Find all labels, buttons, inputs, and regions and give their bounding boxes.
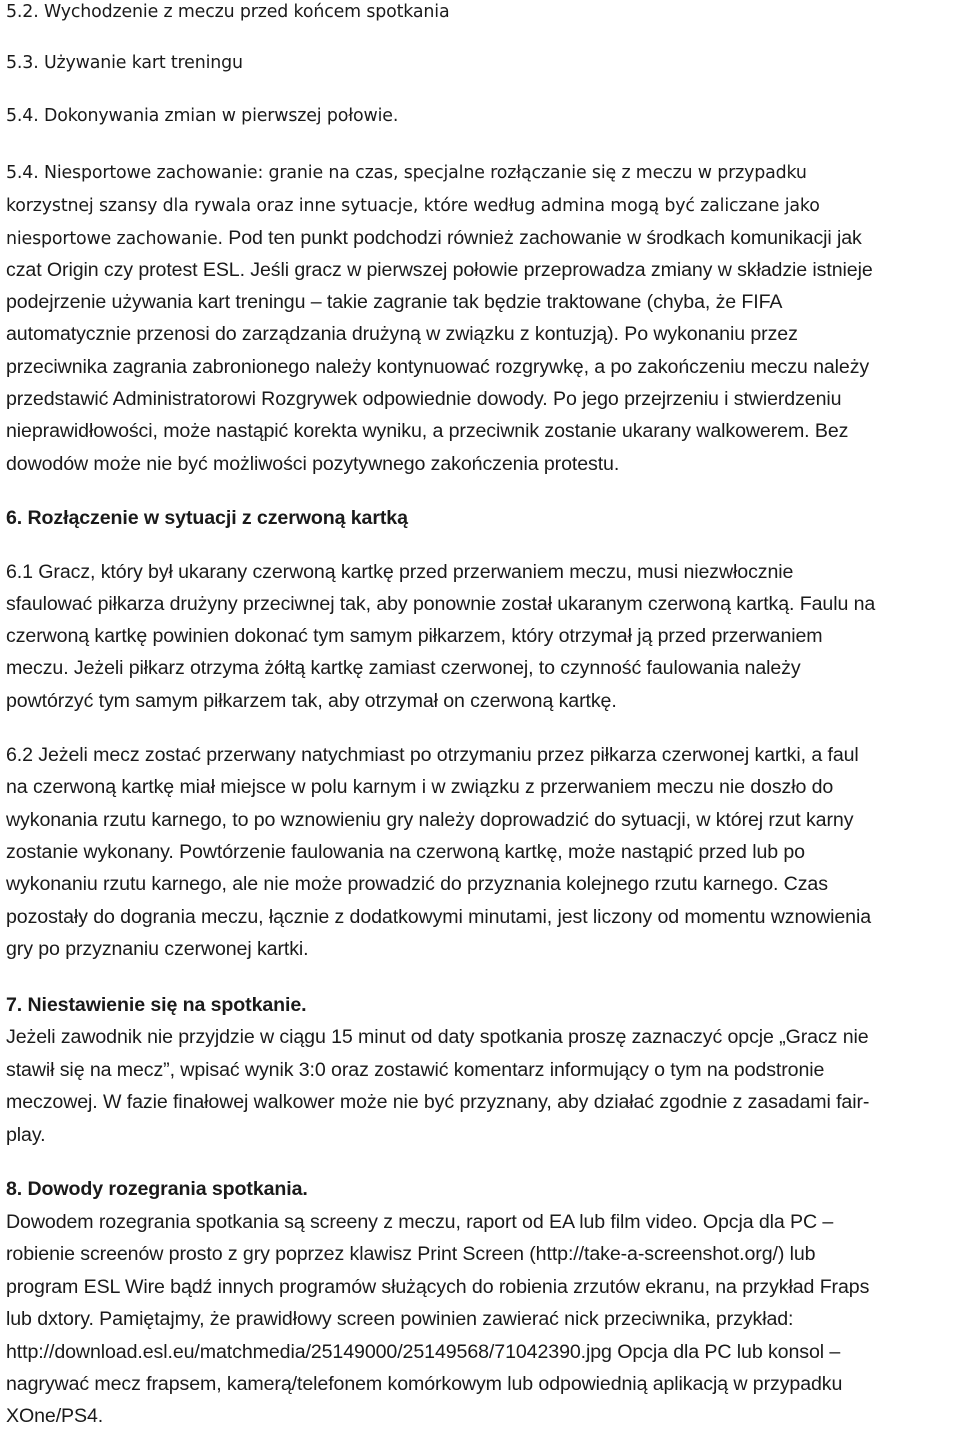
paragraph-line: czerwoną kartkę powinien dokonać tym samym piłkarzem, który otrzymał ją przed przerwaniem xyxy=(6,625,823,647)
paragraph-line: robienie screenów prosto z gry poprzez klawisz Print Screen (http://take-a-screenshot.org/) lub xyxy=(6,1243,816,1265)
paragraph-line: play. xyxy=(6,1124,46,1146)
paragraph-line: lub dxtory. Pamiętajmy, że prawidłowy screen powinien zawierać nick przeciwnika, przykład: xyxy=(6,1308,794,1330)
paragraph-line: dowodów może nie być możliwości pozytywnego zakończenia protestu. xyxy=(6,453,620,475)
toc-item: 5.2. Wychodzenie z meczu przed końcem spotkania xyxy=(6,2,450,22)
paragraph-line: zostanie wykonany. Powtórzenie faulowania na czerwoną kartkę, może nastąpić przed lub po xyxy=(6,841,805,863)
section-heading: 7. Niestawienie się na spotkanie. xyxy=(6,994,307,1016)
paragraph-line: przedstawić Administratorowi Rozgrywek odpowiednie dowody. Po jego przejrzeniu i stwierdzeniu xyxy=(6,388,842,410)
paragraph-line: 6.1 Gracz, który był ukarany czerwoną kartkę przed przerwaniem meczu, musi niezwłocznie xyxy=(6,561,794,583)
paragraph-line: korzystnej szansy dla rywala oraz inne sytuacje, które według admina mogą być zaliczane jako xyxy=(6,196,820,216)
paragraph-line: wykonaniu rzutu karnego, ale nie może prowadzić do przyznania kolejnego rzutu karnego. Czas xyxy=(6,873,828,895)
toc-item: 5.4. Dokonywania zmian w pierwszej połowie. xyxy=(6,106,399,126)
paragraph-line: niesportowe zachowanie. Pod ten punkt podchodzi również zachowanie w środkach komunikacji jak xyxy=(6,227,862,249)
paragraph-line: wykonania rzutu karnego, to po wznowieniu gry należy doprowadzić do sytuacji, w której rzut karny xyxy=(6,809,854,831)
paragraph-line: stawił się na mecz”, wpisać wynik 3:0 oraz zostawić komentarz informujący o tym na podstronie xyxy=(6,1059,825,1081)
paragraph-line: powtórzyć tym samym piłkarzem tak, aby otrzymał on czerwoną kartkę. xyxy=(6,690,617,712)
paragraph-line: podejrzenie używania kart treningu – takie zagranie tak będzie traktowane (chyba, że FIFA xyxy=(6,291,783,313)
section-heading: 8. Dowody rozegrania spotkania. xyxy=(6,1178,308,1200)
paragraph-line: Dowodem rozegrania spotkania są screeny z meczu, raport od EA lub film video. Opcja dla PC – xyxy=(6,1211,834,1233)
paragraph-line: nagrywać mecz frapsem, kamerą/telefonem komórkowym lub odpowiednią aplikacją w przypadku xyxy=(6,1373,843,1395)
paragraph-line: http://download.esl.eu/matchmedia/25149000/25149568/71042390.jpg Opcja dla PC lub konsol – xyxy=(6,1341,841,1363)
paragraph-line: program ESL Wire bądź innych programów służących do robienia zrzutów ekranu, na przykład Fraps xyxy=(6,1276,870,1298)
paragraph-line: meczu. Jeżeli piłkarz otrzyma żółtą kartkę zamiast czerwonej, to czynność faulowania należy xyxy=(6,657,801,679)
paragraph-line: na czerwoną kartkę miał miejsce w polu karnym i w związku z przerwaniem meczu nie doszło do xyxy=(6,776,834,798)
paragraph-line: nieprawidłowości, może nastąpić korekta wyniku, a przeciwnik zostanie ukarany walkowerem. Bez xyxy=(6,420,849,442)
paragraph-line: przeciwnika zagrania zabronionego należy kontynuować rozgrywkę, a po zakończeniu meczu należy xyxy=(6,356,870,378)
paragraph-line: automatycznie przenosi do zarządzania drużyną w związku z kontuzją). Po wykonaniu przez xyxy=(6,323,798,345)
paragraph-line: gry po przyznaniu czerwonej kartki. xyxy=(6,938,309,960)
toc-item: 5.3. Używanie kart treningu xyxy=(6,53,243,73)
section-heading: 6. Rozłączenie w sytuacji z czerwoną kartką xyxy=(6,507,408,529)
paragraph-line: sfaulować piłkarza drużyny przeciwnej tak, aby ponownie został ukaranym czerwoną kartką. Faulu na xyxy=(6,593,876,615)
paragraph-line: 5.4. Niesportowe zachowanie: granie na czas, specjalne rozłączanie się z meczu w przypadku xyxy=(6,163,807,183)
paragraph-line: czat Origin czy protest ESL. Jeśli gracz w pierwszej połowie przeprowadza zmiany w składzie istnieje xyxy=(6,259,873,281)
paragraph-line: Jeżeli zawodnik nie przyjdzie w ciągu 15 minut od daty spotkania proszę zaznaczyć opcje „Gracz nie xyxy=(6,1026,869,1048)
paragraph-line: meczowej. W fazie finałowej walkower może nie być przyznany, aby działać zgodnie z zasadami fair- xyxy=(6,1091,870,1113)
paragraph-line: pozostały do dogrania meczu, łącznie z dodatkowymi minutami, jest liczony od momentu wznowienia xyxy=(6,906,872,928)
paragraph-line: 6.2 Jeżeli mecz zostać przerwany natychmiast po otrzymaniu przez piłkarza czerwonej kartki, a faul xyxy=(6,744,859,766)
paragraph-line: XOne/PS4. xyxy=(6,1405,104,1427)
